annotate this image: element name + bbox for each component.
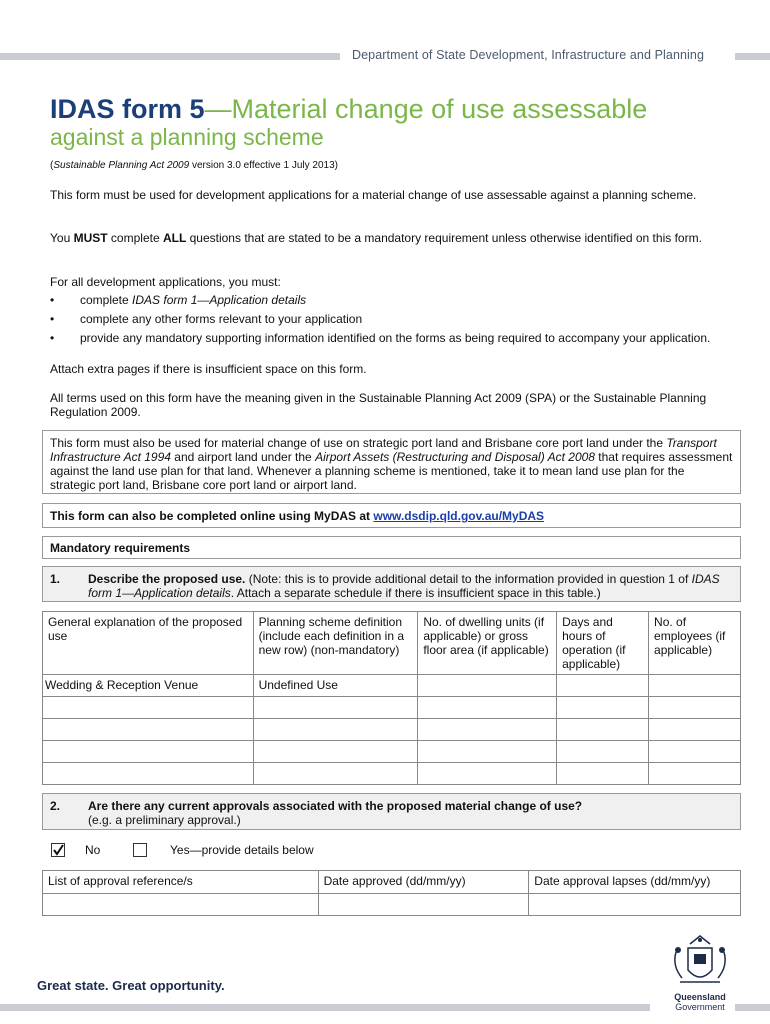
form-subtitle: (Sustainable Planning Act 2009 version 3.0 effective 1 July 2013) xyxy=(50,160,338,171)
question-1-number: 1. xyxy=(50,572,61,586)
mandatory-requirements-heading: Mandatory requirements xyxy=(42,536,741,559)
government-logo-text: Queensland Government xyxy=(674,992,726,1012)
form-title-rest: —Material change of use assessable xyxy=(204,94,648,124)
proposed-use-table xyxy=(42,611,741,785)
table-cell[interactable] xyxy=(418,697,557,719)
table-header-cell: Date approved (dd/mm/yy) xyxy=(318,871,529,894)
intro-paragraph-2: You MUST complete ALL questions that are stated to be a mandatory requirement unless otherwise identified on this form. xyxy=(50,231,702,245)
yes-option-label: Yes—provide details below xyxy=(170,843,314,857)
table-cell[interactable] xyxy=(649,675,741,697)
table-header-row xyxy=(43,612,741,675)
table-cell[interactable] xyxy=(43,719,254,741)
online-notice: This form can also be completed online using MyDAS at www.dsdip.qld.gov.au/MyDAS xyxy=(42,503,741,528)
intro-paragraph-5: All terms used on this form have the meaning given in the Sustainable Planning Act 2009 (SPA) or the Sustainable Planning Regulation 2009. xyxy=(50,391,707,419)
table-cell[interactable] xyxy=(557,719,649,741)
table-row xyxy=(43,719,741,741)
table-header-row xyxy=(43,871,741,894)
table-header-cell: No. of employees (if applicable) xyxy=(649,612,741,675)
table-cell[interactable]: Wedding & Reception Venue xyxy=(43,675,254,697)
mydas-link[interactable]: www.dsdip.qld.gov.au/MyDAS xyxy=(373,509,545,523)
no-option-label: No xyxy=(85,843,101,857)
table-cell[interactable] xyxy=(557,741,649,763)
question-2 xyxy=(42,793,741,830)
table-cell[interactable] xyxy=(418,741,557,763)
footer-bar-left xyxy=(0,1004,650,1011)
table-cell[interactable] xyxy=(253,741,418,763)
table-cell[interactable]: Undefined Use xyxy=(253,675,418,697)
form-title xyxy=(50,93,647,125)
table-cell[interactable] xyxy=(649,763,741,785)
table-cell[interactable] xyxy=(43,741,254,763)
table-cell[interactable] xyxy=(418,763,557,785)
table-header-cell: List of approval reference/s xyxy=(43,871,319,894)
form-title-bold: IDAS form 5 xyxy=(50,94,205,124)
table-row xyxy=(43,675,741,697)
table-header-cell: Planning scheme definition (include each definition in a new row) (non-mandatory) xyxy=(253,612,418,675)
table-row xyxy=(43,894,741,916)
checkmark-icon xyxy=(51,843,65,857)
intro-paragraph-3: For all development applications, you must: xyxy=(50,275,281,289)
header-bar-right xyxy=(735,53,770,60)
table-cell[interactable] xyxy=(43,763,254,785)
approvals-table xyxy=(42,870,741,916)
table-cell[interactable] xyxy=(43,894,319,916)
table-row xyxy=(43,697,741,719)
question-1-text: Describe the proposed use. (Note: this is to provide additional detail to the information provided in question 1 of IDAS form 1—Application details. Attach a separate schedule if there is insufficient space in this table.) xyxy=(88,572,720,600)
no-checkbox[interactable] xyxy=(51,843,65,857)
table-cell[interactable] xyxy=(418,719,557,741)
footer-bar-right xyxy=(735,1004,770,1011)
table-cell[interactable] xyxy=(253,697,418,719)
table-cell[interactable] xyxy=(557,763,649,785)
yes-checkbox[interactable] xyxy=(133,843,147,857)
table-cell[interactable] xyxy=(43,697,254,719)
table-row xyxy=(43,741,741,763)
intro-paragraph-4: Attach extra pages if there is insufficient space on this form. xyxy=(50,362,367,376)
port-land-notice: This form must also be used for material change of use on strategic port land and Brisbane core port land under the Transport Infrastructure Act 1994 and airport land under the Airport Assets (Restructuring and Disposal) Act 2008 that requires assessment against the land use plan for that land. Whenever a planning scheme is mentioned, take it to mean land use plan for the strategic port land, Brisbane core port land or airport land. xyxy=(42,430,741,494)
intro-paragraph-1: This form must be used for development applications for a material change of use assessable against a planning scheme. xyxy=(50,188,697,202)
table-cell[interactable] xyxy=(557,697,649,719)
question-2-number: 2. xyxy=(50,799,61,813)
table-cell[interactable] xyxy=(318,894,529,916)
table-header-cell: Days and hours of operation (if applicable) xyxy=(557,612,649,675)
table-header-cell: Date approval lapses (dd/mm/yy) xyxy=(529,871,741,894)
department-name: Department of State Development, Infrastructure and Planning xyxy=(352,48,705,62)
table-cell[interactable] xyxy=(418,675,557,697)
queensland-crest-icon xyxy=(668,932,732,992)
table-cell[interactable] xyxy=(557,675,649,697)
table-cell[interactable] xyxy=(529,894,741,916)
slogan: Great state. Great opportunity. xyxy=(37,978,225,993)
table-header-cell: General explanation of the proposed use xyxy=(43,612,254,675)
header-bar-left xyxy=(0,53,340,60)
table-cell[interactable] xyxy=(649,719,741,741)
table-cell[interactable] xyxy=(253,719,418,741)
table-cell[interactable] xyxy=(253,763,418,785)
question-1 xyxy=(42,566,741,602)
form-title-line2: against a planning scheme xyxy=(50,124,324,150)
table-cell[interactable] xyxy=(649,741,741,763)
table-row xyxy=(43,763,741,785)
table-header-cell: No. of dwelling units (if applicable) or gross floor area (if applicable) xyxy=(418,612,557,675)
table-cell[interactable] xyxy=(649,697,741,719)
question-2-text: Are there any current approvals associated with the proposed material change of use? (e.g. a preliminary approval.) xyxy=(88,799,583,827)
